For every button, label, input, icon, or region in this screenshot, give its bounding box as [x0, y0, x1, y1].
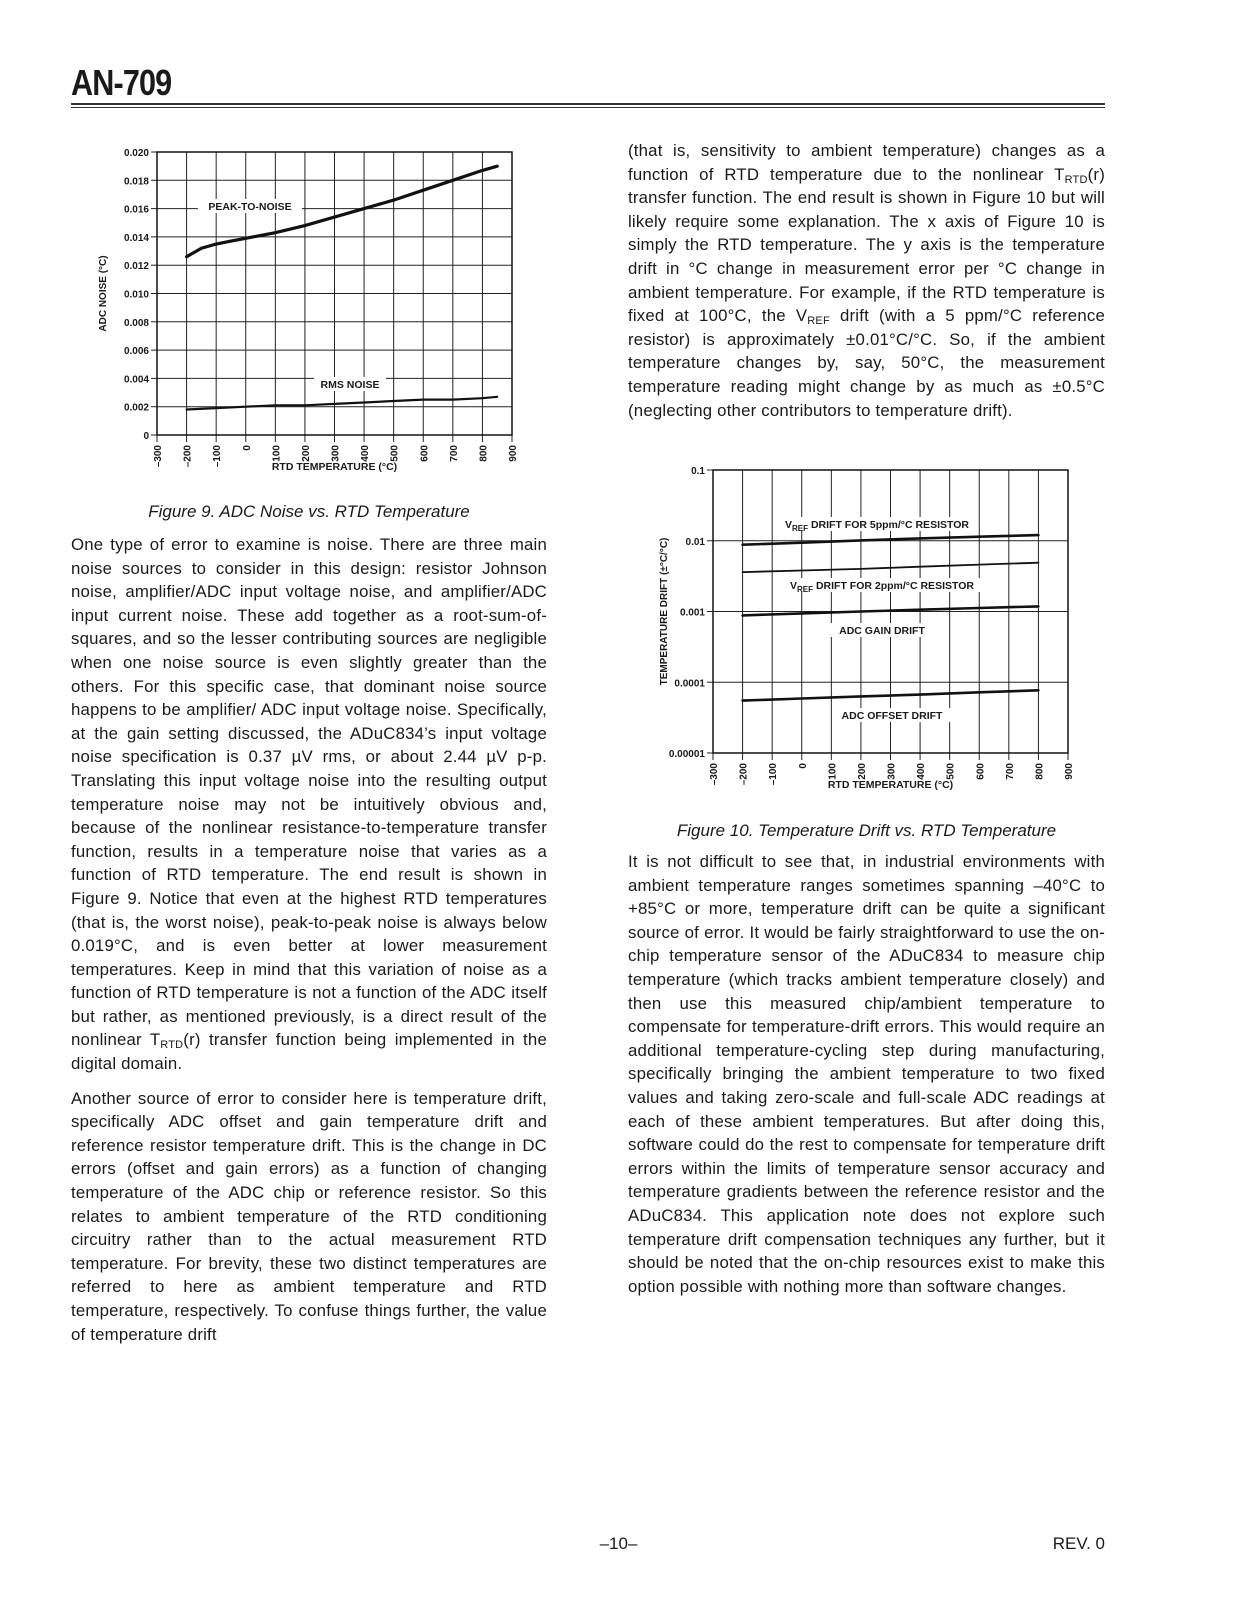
subscript-ref: REF — [807, 315, 830, 328]
paragraph-drift-cont — [628, 139, 1105, 422]
right-column-bottom — [628, 850, 1105, 1309]
y-tick-label: 0.1 — [691, 466, 705, 477]
figure-10-chart — [655, 458, 1085, 808]
series-label — [830, 623, 934, 637]
x-tick-label: 500 — [389, 445, 401, 462]
y-tick-label: 0.006 — [123, 346, 149, 358]
x-tick-label: 900 — [508, 445, 519, 462]
series-label-text: RMS NOISE — [320, 379, 380, 391]
x-tick-label: 600 — [419, 445, 431, 462]
y-tick-label: 0.010 — [123, 289, 149, 301]
paragraph-noise-text: One type of error to examine is noise. There are three main noise sources to consider in this design: resistor Johnson noise, amplifier/ADC input voltage noise, and amplifier/ADC input current noise. These add together as a root-sum-of-squares, and so the lesser contributing sources are negligible when one noise source is even slightly greater than the others. For this specific case, that dominant noise source happens to be amplifier/ ADC input voltage noise. Specifically, at the gain setting discussed, the ADuC834’s input voltage noise specification is 0.37 µV rms, or about 2.44 µV p-p. Translating this input voltage noise into the resulting output temperature noise may not be intuitively obvious and, because of the nonlinear resistance-to-temperature transfer function, results in a temperature noise that varies as a function of RTD temperature. The end result is shown in Figure 9. Notice that even at the highest RTD temperatures (that is, the worst noise), peak-to-peak noise is always below 0.019°C, and is even better at lower measurement temperatures. Keep in mind that this variation of noise as a function of RTD temperature is not a function of the ADC itself but rather, as mentioned previously, is a direct result of the nonlinear T — [71, 535, 547, 1050]
subscript-rtd: RTD — [1064, 173, 1088, 186]
x-tick-label: –200 — [182, 445, 194, 468]
header-rule — [71, 103, 1105, 105]
x-tick-label: 300 — [330, 445, 342, 462]
series-line — [187, 397, 498, 410]
x-tick-label: 200 — [856, 763, 868, 780]
y-axis-label: TEMPERATURE DRIFT (±°C/°C) — [659, 537, 670, 686]
x-tick-label: 800 — [1034, 763, 1046, 780]
paragraph-drift-cont-a: (that is, sensitivity to ambient temperature) changes as a function of RTD temperature due to the nonlinear T — [628, 141, 1105, 184]
x-tick-label: –300 — [709, 763, 720, 786]
paragraph-drift-cont-c: drift (with a 5 ppm/°C reference resistor) is approximately ±0.01°C/°C. So, if the ambient temperature changes by, say, 50°C, the measurement temperature reading might change by as much as ±0.5°C (neglecting other contributors to temperature drift). — [628, 306, 1105, 420]
x-tick-label: 0 — [797, 763, 809, 769]
x-tick-label: 400 — [916, 763, 928, 780]
revision-label: REV. 0 — [1052, 1534, 1105, 1553]
y-tick-label: 0.01 — [685, 536, 705, 548]
paragraph-noise-end: (r) transfer function being implemented in the digital domain. — [71, 1030, 547, 1074]
y-tick-label: 0.0001 — [674, 678, 705, 690]
series-label-text: $V_{REF}$ DRIFT FOR 5ppm/°C RESISTOR — [785, 519, 969, 533]
series-label — [832, 708, 952, 722]
paragraph-drift-cont-b: (r) transfer function. The end result is shown in Figure 10 but will likely require some explanation. The x axis of Figure 10 is simply the RTD temperature. The y axis is the temperature drift in °C change in measurement error per °C change in ambient temperature. For example, if the RTD temperature is fixed at 100°C, the V — [628, 164, 1105, 326]
x-tick-label: 700 — [448, 445, 460, 462]
y-tick-label: 0.016 — [123, 204, 149, 216]
document-id: AN-709 — [71, 62, 172, 103]
x-tick-label: 900 — [1064, 763, 1075, 780]
right-column-top — [628, 139, 1105, 433]
series-label — [198, 199, 302, 213]
y-tick-label: 0.008 — [123, 317, 149, 329]
series-label-text: ADC GAIN DRIFT — [839, 625, 925, 637]
y-tick-label: 0.002 — [123, 402, 149, 414]
y-tick-label: 0.001 — [679, 607, 705, 619]
y-tick-label: 0 — [143, 431, 149, 442]
series-label — [782, 517, 972, 533]
x-axis-label: RTD TEMPERATURE (°C) — [827, 779, 954, 791]
paragraph-compensation: It is not difficult to see that, in industrial environments with ambient temperature ranges sometimes spanning –40°C to +85°C or more, temperature drift can be quite a significant source of error. It would be fairly straightforward to use the on-chip temperature sensor of the ADuC834 to measure chip temperature (which tracks ambient temperature closely) and then use this measured chip/ambient temperature to compensate for temperature-drift errors. This would require an additional temperature-cycling step during manufacturing, specifically bringing the ambient temperature to two fixed values and taking zero-scale and full-scale ADC readings at each of these ambient temperatures. But after doing this, software could do the rest to compensate for temperature drift errors within the limits of temperature sensor accuracy and temperature gradients between the reference resistor and the ADuC834. This application note does not explore such temperature drift compensation techniques any further, but it should be noted that the on-chip resources exist to make this option possible with nothing more than software changes. — [628, 852, 1105, 1296]
series-label-text: $V_{REF}$ DRIFT FOR 2ppm/°C RESISTOR — [790, 580, 974, 594]
paragraph-drift: Another source of error to consider here is temperature drift, specifically ADC offset and gain temperature drift and reference resistor temperature drift. This is the change in DC errors (offset and gain errors) as a function of changing temperature of the ADC chip or reference resistor. So this relates to ambient temperature of the RTD conditioning circuitry rather than to the actual measurement RTD temperature. For brevity, these two distinct temperatures are referred to here as ambient temperature and RTD temperature, respectively. To confuse things further, the value of temperature drift — [71, 1088, 547, 1344]
x-tick-label: 200 — [300, 445, 312, 462]
y-tick-label: 0.012 — [123, 261, 149, 273]
paragraph-noise — [71, 533, 547, 1076]
x-axis-label: RTD TEMPERATURE (°C) — [271, 461, 398, 473]
figure-9-caption: Figure 9. ADC Noise vs. RTD Temperature — [148, 502, 470, 521]
series-label-text: ADC OFFSET DRIFT — [841, 710, 943, 722]
x-tick-label: 600 — [975, 763, 987, 780]
y-tick-label: 0.020 — [123, 148, 149, 159]
x-tick-label: 500 — [945, 763, 957, 780]
series-label — [775, 578, 989, 594]
x-tick-label: 400 — [360, 445, 372, 462]
x-tick-label: 800 — [478, 445, 490, 462]
series-label — [314, 377, 386, 391]
x-tick-label: –300 — [153, 445, 164, 468]
x-tick-label: –100 — [212, 445, 224, 468]
page-number: –10– — [599, 1534, 638, 1553]
figure-10-caption: Figure 10. Temperature Drift vs. RTD Temperature — [676, 821, 1057, 840]
subscript-rtd: RTD — [160, 1039, 184, 1052]
x-tick-label: 100 — [827, 763, 839, 780]
y-tick-label: 0.00001 — [668, 749, 705, 760]
figure-9-chart — [90, 140, 530, 485]
x-tick-label: –100 — [768, 763, 780, 786]
y-axis-label: ADC NOISE (°C) — [98, 255, 109, 332]
x-tick-label: 300 — [886, 763, 898, 780]
header-rule-thin — [71, 107, 1105, 108]
y-tick-label: 0.018 — [123, 176, 149, 188]
x-tick-label: 700 — [1004, 763, 1016, 780]
x-tick-label: 100 — [271, 445, 283, 462]
series-label-text: PEAK-TO-NOISE — [208, 201, 292, 213]
x-tick-label: 0 — [241, 445, 253, 451]
left-column — [71, 533, 547, 1357]
x-tick-label: –200 — [738, 763, 750, 786]
y-tick-label: 0.004 — [123, 374, 149, 386]
y-tick-label: 0.014 — [123, 232, 149, 244]
